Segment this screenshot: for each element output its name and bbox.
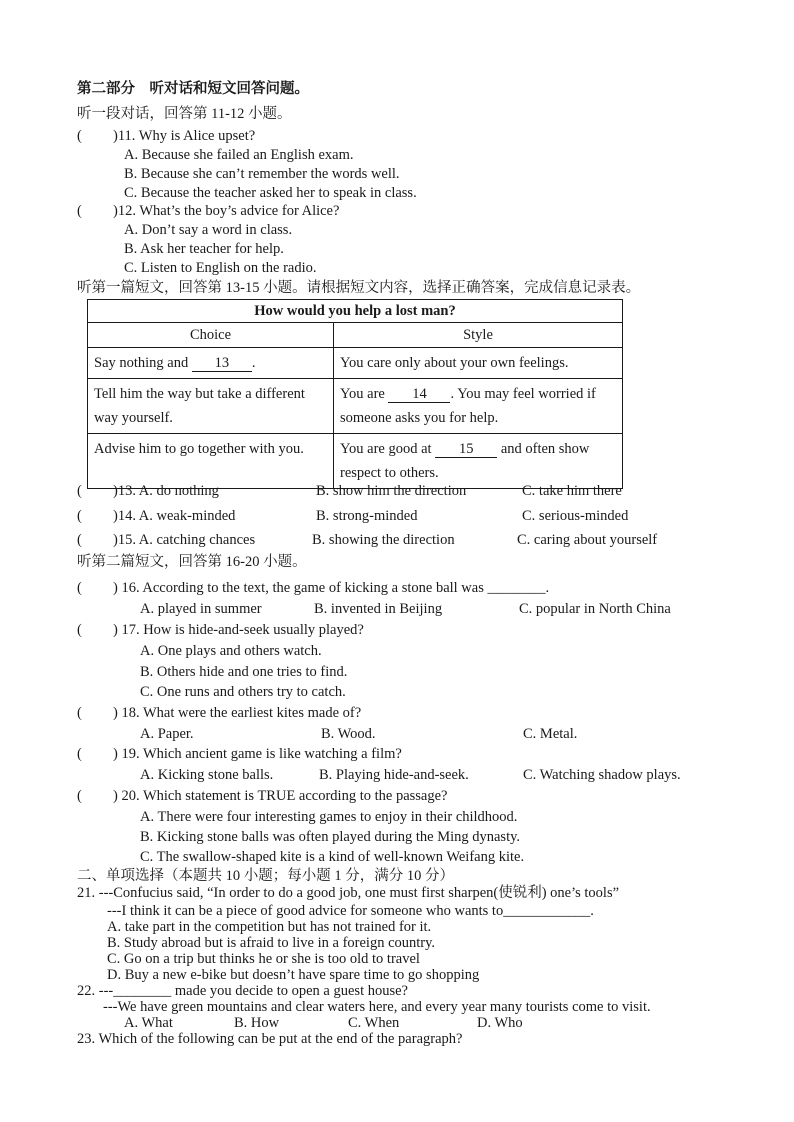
q22-option-b: B. How — [234, 1015, 280, 1031]
row1-choice-text: Say nothing and — [94, 355, 189, 371]
blank-14: 14 — [388, 386, 450, 403]
q20-stem: ) 20. Which statement is TRUE according to the passage? — [113, 788, 448, 804]
q11-option-a: A. Because she failed an English exam. — [124, 147, 354, 163]
table-row — [88, 348, 623, 379]
q12-option-b: B. Ask her teacher for help. — [124, 241, 284, 257]
q20-option-b: B. Kicking stone balls was often played during the Ming dynasty. — [140, 829, 521, 845]
col-header-choice: Choice — [88, 323, 334, 348]
q15-option-c: C. caring about yourself — [517, 532, 658, 548]
q17-paren: ( — [77, 622, 82, 638]
q11-option-b: B. Because she can’t remember the words well. — [124, 166, 400, 182]
q12-paren: ( — [77, 203, 82, 219]
q15-option-b: B. showing the direction — [312, 532, 455, 548]
q16-option-a: A. played in summer — [140, 601, 262, 617]
row2-style — [334, 379, 623, 434]
row3-style-text: You are good at — [340, 441, 432, 457]
q16-paren: ( — [77, 580, 82, 596]
q18-option-b: B. Wood. — [321, 726, 376, 742]
row3-style — [334, 434, 623, 489]
blank-15: 15 — [435, 441, 497, 458]
section2-heading: 二、单项选择（本题共 10 小题；每小题 1 分，满分 10 分） — [77, 868, 454, 884]
q16-option-c: C. popular in North China — [519, 601, 671, 617]
row1-choice-end: . — [251, 355, 256, 371]
q18-option-a: A. Paper. — [140, 726, 194, 742]
q21-reply: ---I think it can be a piece of good advice for someone who wants to____________. — [107, 903, 594, 919]
table-title: How would you help a lost man? — [88, 300, 623, 323]
passage2-intro: 听第二篇短文，回答第 16-20 小题。 — [77, 554, 307, 570]
q11-stem: )11. Why is Alice upset? — [113, 128, 256, 144]
q11-option-c: C. Because the teacher asked her to speak in class. — [124, 185, 417, 201]
q21-option-c: C. Go on a trip but thinks he or she is too old to travel — [107, 951, 420, 967]
q21-option-a: A. take part in the competition but has not trained for it. — [107, 919, 432, 935]
q23-stem: 23. Which of the following can be put at the end of the paragraph? — [77, 1031, 463, 1047]
q13-paren: ( — [77, 483, 82, 499]
q16-option-b: B. invented in Beijing — [314, 601, 443, 617]
q12-stem: )12. What’s the boy’s advice for Alice? — [113, 203, 340, 219]
q14-option-a: )14. A. weak-minded — [113, 508, 236, 524]
q21-stem: 21. ---Confucius said, “In order to do a good job, one must first sharpen(使锐利) one’s tools” — [77, 885, 620, 901]
q19-option-c: C. Watching shadow plays. — [523, 767, 681, 783]
row1-style: You care only about your own feelings. — [334, 348, 623, 379]
q22-stem: 22. ---________ made you decide to open a guest house? — [77, 983, 408, 999]
table-row — [88, 379, 623, 434]
q19-option-a: A. Kicking stone balls. — [140, 767, 274, 783]
row2-choice: Tell him the way but take a different way yourself. — [88, 379, 334, 434]
q17-stem: ) 17. How is hide-and-seek usually played? — [113, 622, 364, 638]
part2-heading: 第二部分 听对话和短文回答问题。 — [77, 81, 309, 97]
dialog-intro: 听一段对话，回答第 11-12 小题。 — [77, 106, 292, 122]
q13-option-b: B. show him the direction — [316, 483, 467, 499]
q12-option-a: A. Don’t say a word in class. — [124, 222, 293, 238]
passage1-intro: 听第一篇短文，回答第 13-15 小题。请根据短文内容，选择正确答案，完成信息记录表。 — [77, 280, 641, 296]
q11-paren: ( — [77, 128, 82, 144]
q22-option-d: D. Who — [477, 1015, 523, 1031]
q18-paren: ( — [77, 705, 82, 721]
q20-option-c: C. The swallow-shaped kite is a kind of well-known Weifang kite. — [140, 849, 525, 865]
q21-option-d: D. Buy a new e-bike but doesn’t have spare time to go shopping — [107, 967, 480, 983]
row1-choice — [88, 348, 334, 379]
q22-option-a: A. What — [124, 1015, 173, 1031]
q19-option-b: B. Playing hide-and-seek. — [319, 767, 469, 783]
q17-option-c: C. One runs and others try to catch. — [140, 684, 346, 700]
q13-option-c: C. take him there — [522, 483, 622, 499]
row2-style-rest: . You may feel worried if someone asks you for help. — [340, 386, 596, 426]
q14-option-c: C. serious-minded — [522, 508, 629, 524]
q17-option-a: A. One plays and others watch. — [140, 643, 322, 659]
q22-reply: ---We have green mountains and clear waters here, and every year many tourists come to visit. — [103, 999, 651, 1015]
q20-paren: ( — [77, 788, 82, 804]
info-record-table — [87, 299, 623, 489]
q16-stem: ) 16. According to the text, the game of kicking a stone ball was ________. — [113, 580, 550, 596]
q22-option-c: C. When — [348, 1015, 400, 1031]
q19-paren: ( — [77, 746, 82, 762]
q17-option-b: B. Others hide and one tries to find. — [140, 664, 348, 680]
q18-stem: ) 18. What were the earliest kites made of? — [113, 705, 362, 721]
col-header-style: Style — [334, 323, 623, 348]
q14-paren: ( — [77, 508, 82, 524]
row3-choice: Advise him to go together with you. — [88, 434, 334, 489]
q14-option-b: B. strong-minded — [316, 508, 418, 524]
table-row — [88, 434, 623, 489]
row2-style-text: You are — [340, 386, 385, 402]
q20-option-a: A. There were four interesting games to enjoy in their childhood. — [140, 809, 518, 825]
q15-option-a: )15. A. catching chances — [113, 532, 256, 548]
q13-option-a: )13. A. do nothing — [113, 483, 219, 499]
q19-stem: ) 19. Which ancient game is like watching a film? — [113, 746, 402, 762]
q12-option-c: C. Listen to English on the radio. — [124, 260, 317, 276]
q15-paren: ( — [77, 532, 82, 548]
row3-style-rest: and often show respect to others. — [340, 441, 590, 481]
q21-option-b: B. Study abroad but is afraid to live in a foreign country. — [107, 935, 436, 951]
q18-option-c: C. Metal. — [523, 726, 578, 742]
blank-13: 13 — [192, 355, 252, 372]
